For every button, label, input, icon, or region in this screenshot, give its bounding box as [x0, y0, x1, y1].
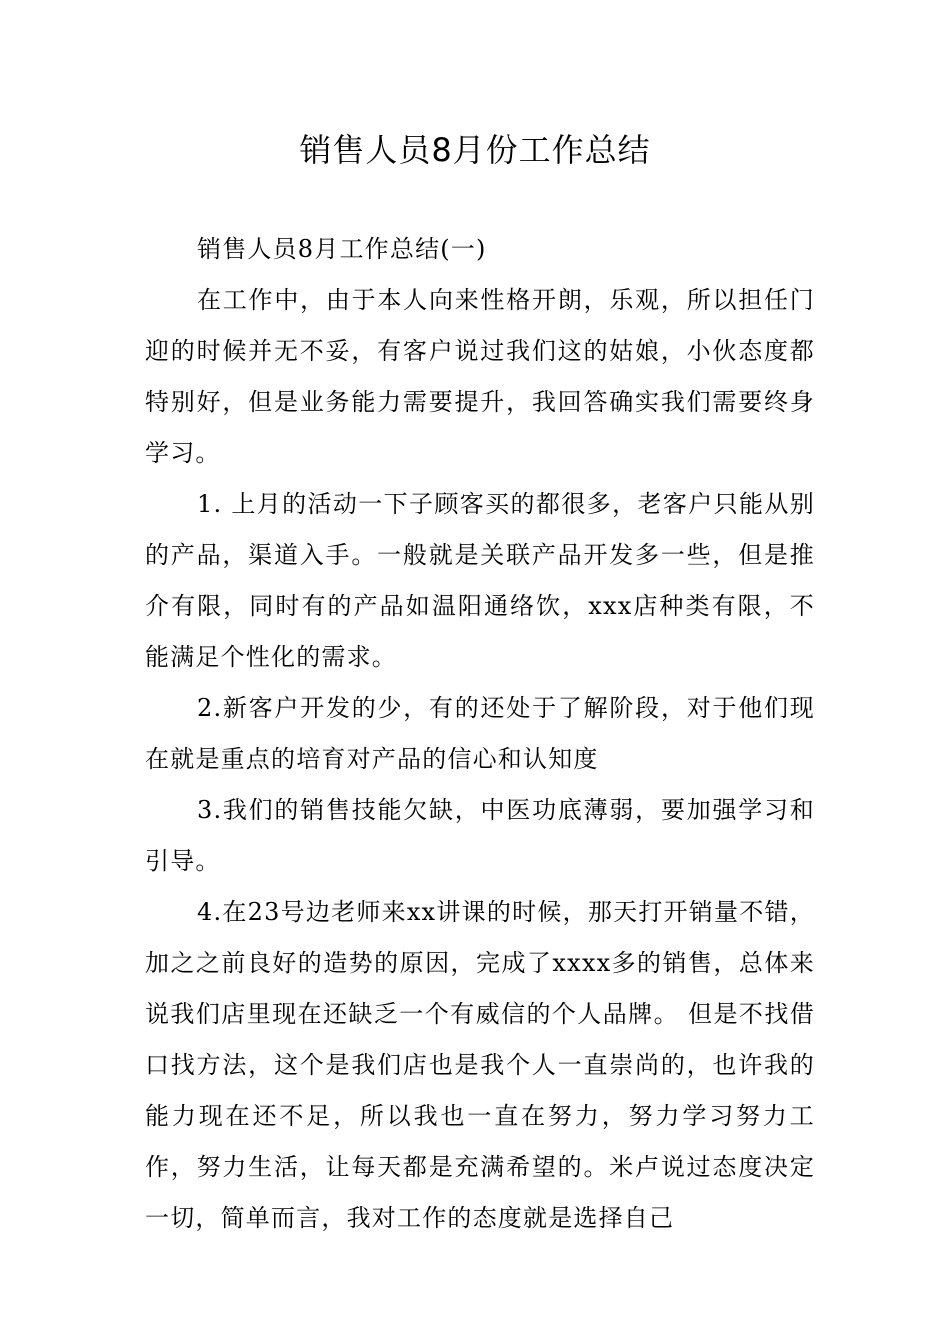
paragraph-item-2: 2.新客户开发的少，有的还处于了解阶段，对于他们现在就是重点的培育对产品的信心和认知度 — [145, 694, 815, 773]
paragraph-item-1: 1. 上月的活动一下子顾客买的都很多，老客户只能从别的产品，渠道入手。一般就是关联产品开发多一些，但是推介有限，同时有的产品如温阳通络饮，xxx店种类有限，不能满足个性化的需求。 — [145, 490, 815, 671]
section-heading: 销售人员8月工作总结(一) — [197, 235, 487, 263]
document-body — [145, 224, 815, 1244]
document-title: 销售人员8月份工作总结 — [299, 131, 651, 169]
paragraph-intro: 在工作中，由于本人向来性格开朗，乐观，所以担任门迎的时候并无不妥，有客户说过我们这的姑娘，小伙态度都特别好，但是业务能力需要提升，我回答确实我们需要终身学习。 — [145, 286, 815, 467]
paragraph-item-3: 3.我们的销售技能欠缺，中医功底薄弱，要加强学习和引导。 — [145, 796, 815, 875]
paragraph-item-4: 4.在23号边老师来xx讲课的时候，那天打开销量不错，加之之前良好的造势的原因，完成了xxxx多的销售，总体来说我们店里现在还缺乏一个有威信的个人品牌。 但是不找借口找方法，这个是我们店也是我个人一直崇尚的，也许我的能力现在还不足，所以我也一直在努力，努力学习努力工作，努力生活，让每天都是充满希望的。米卢说过态度决定一切，简单而言，我对工作的态度就是选择自己 — [145, 898, 815, 1232]
